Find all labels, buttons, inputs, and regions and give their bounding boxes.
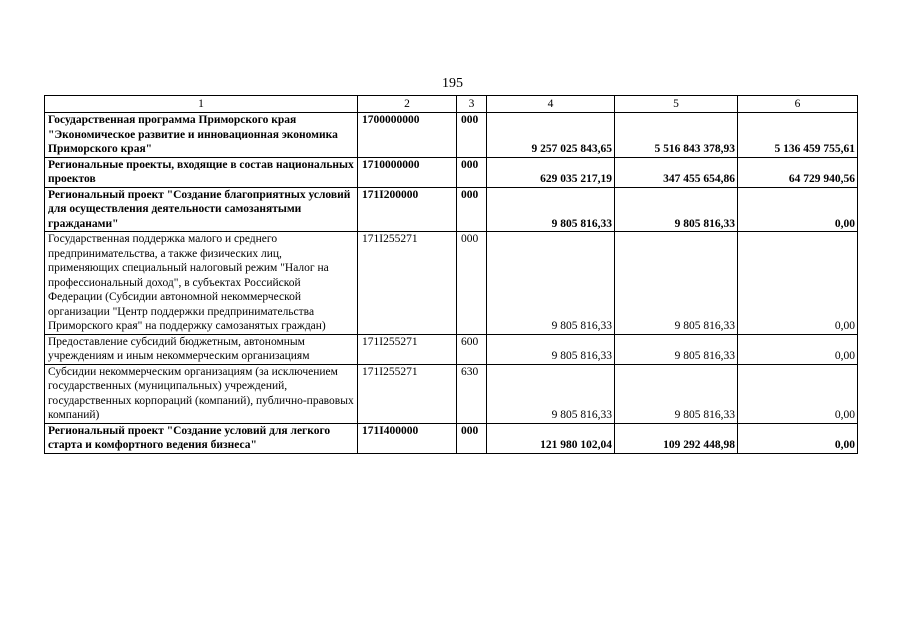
row-value-5: 9 805 816,33 <box>615 364 738 423</box>
row-type: 000 <box>457 232 487 335</box>
row-value-4: 9 805 816,33 <box>487 187 615 232</box>
row-name: Государственная поддержка малого и среднего предпринимательства, а также физических лиц, применяющих специальный налоговый режим "Налог на профессиональный доход", в субъектах Российской Федерации (Субсидии автономной некоммерческой организации "Центр поддержки предпринимательства Приморского края" на поддержку самозанятых граждан) <box>45 232 358 335</box>
row-value-4: 9 257 025 843,65 <box>487 113 615 158</box>
row-value-5: 347 455 654,86 <box>615 157 738 187</box>
row-value-5: 109 292 448,98 <box>615 423 738 453</box>
header-col-5: 5 <box>615 96 738 113</box>
row-value-6: 5 136 459 755,61 <box>738 113 858 158</box>
row-code: 171I400000 <box>358 423 457 453</box>
row-name: Субсидии некоммерческим организациям (за исключением государственных (муниципальных) учреждений, государственных корпораций (компаний), публично-правовых компаний) <box>45 364 358 423</box>
row-value-6: 0,00 <box>738 334 858 364</box>
row-value-4: 9 805 816,33 <box>487 232 615 335</box>
row-value-5: 9 805 816,33 <box>615 187 738 232</box>
row-value-6: 0,00 <box>738 364 858 423</box>
row-value-5: 9 805 816,33 <box>615 334 738 364</box>
table-header-row <box>45 96 858 113</box>
table-row <box>45 232 858 335</box>
row-value-5: 9 805 816,33 <box>615 232 738 335</box>
row-value-5: 5 516 843 378,93 <box>615 113 738 158</box>
row-value-4: 121 980 102,04 <box>487 423 615 453</box>
row-code: 171I200000 <box>358 187 457 232</box>
row-code: 171I255271 <box>358 364 457 423</box>
page-number: 195 <box>442 76 463 91</box>
row-type: 000 <box>457 113 487 158</box>
row-value-4: 629 035 217,19 <box>487 157 615 187</box>
row-name: Региональные проекты, входящие в состав национальных проектов <box>45 157 358 187</box>
header-col-1: 1 <box>45 96 358 113</box>
row-type: 600 <box>457 334 487 364</box>
row-value-6: 0,00 <box>738 187 858 232</box>
row-name: Предоставление субсидий бюджетным, автономным учреждениям и иным некоммерческим организациям <box>45 334 358 364</box>
table-row <box>45 113 858 158</box>
table-row <box>45 423 858 453</box>
row-code: 171I255271 <box>358 334 457 364</box>
row-name: Государственная программа Приморского края "Экономическое развитие и инновационная экономика Приморского края" <box>45 113 358 158</box>
row-type: 630 <box>457 364 487 423</box>
row-name: Региональный проект "Создание благоприятных условий для осуществления деятельности самозанятыми гражданами" <box>45 187 358 232</box>
header-col-3: 3 <box>457 96 487 113</box>
row-type: 000 <box>457 423 487 453</box>
row-value-4: 9 805 816,33 <box>487 334 615 364</box>
table-row <box>45 334 858 364</box>
row-code: 171I255271 <box>358 232 457 335</box>
row-type: 000 <box>457 187 487 232</box>
row-value-4: 9 805 816,33 <box>487 364 615 423</box>
budget-table <box>44 95 858 454</box>
table-row <box>45 364 858 423</box>
table-row <box>45 157 858 187</box>
row-code: 1700000000 <box>358 113 457 158</box>
row-name: Региональный проект "Создание условий для легкого старта и комфортного ведения бизнеса" <box>45 423 358 453</box>
row-code: 1710000000 <box>358 157 457 187</box>
header-col-6: 6 <box>738 96 858 113</box>
header-col-2: 2 <box>358 96 457 113</box>
row-value-6: 0,00 <box>738 232 858 335</box>
row-value-6: 0,00 <box>738 423 858 453</box>
row-type: 000 <box>457 157 487 187</box>
header-col-4: 4 <box>487 96 615 113</box>
table-row <box>45 187 858 232</box>
row-value-6: 64 729 940,56 <box>738 157 858 187</box>
